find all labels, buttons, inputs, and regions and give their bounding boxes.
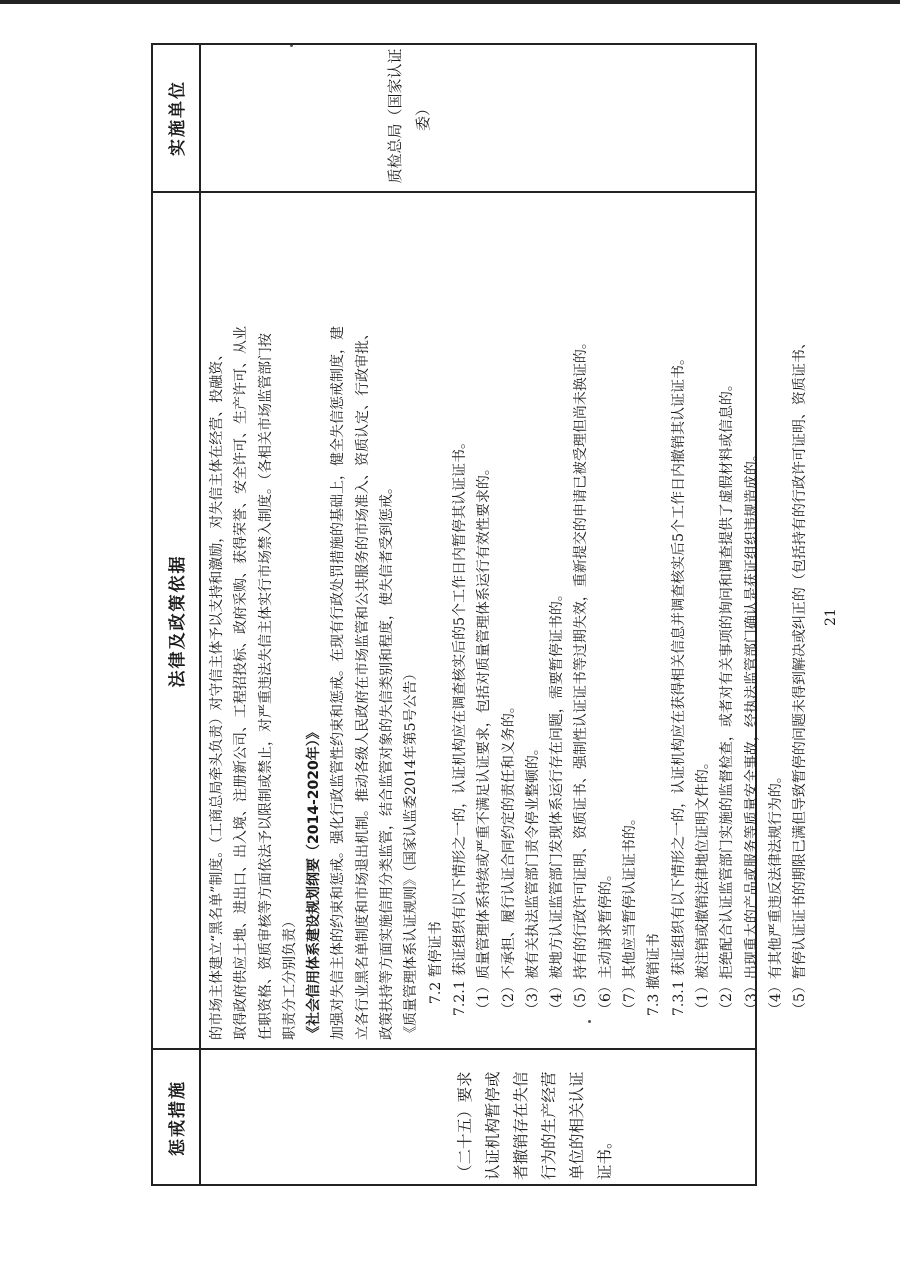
header-measures: 惩戒措施 [167,1080,188,1156]
table-border-left [151,1185,756,1187]
header-legal-basis: 法律及政策依据 [167,554,188,688]
section-heading: 7.3 撤销证书 [646,933,663,1016]
list-item: （4）有其他严重违反法律法规行为的。 [767,769,784,1016]
list-item: （7）其他应当暂停认证证书的。 [622,811,639,1016]
text-line: 任职资格、资质审核等方面依法予以限制或禁止，对严重违法失信主体实行市场禁入制度。（各相关市场监管部门按 [257,333,274,1040]
scan-edge-line [0,0,900,4]
text-line: 取得政府供应土地、进出口、出入境、注册新公司、工程招投标、政府采购、获得荣誉、安全许可、生产许可、从业 [233,326,250,1040]
list-item: （5）持有的行政许可证明、资质证书、强制性认证证书等过期失效，重新提交的申请已被受理但尚未换证的。 [573,335,590,1016]
text-line: 职责分工分别负责） [281,914,298,1040]
text-line: 立各行业黑名单制度和市场退出机制。推动各级人民政府在市场监管和公共服务的市场准入、资质认定、行政审批、 [354,326,371,1040]
list-item: （6）主动请求暂停的。 [597,867,614,1016]
text-line: 政策扶持等方面实施信用分类监管，结合监管对象的失信类别和程度，使失信者受到惩戒。 [379,480,396,1040]
text-line: 7.3.1 获证组织有以下情形之一的，认证机构应在获得相关信息并调查核实后5个工作日内撤销其认证证书。 [670,351,687,1016]
column-divider-1 [151,1049,756,1051]
list-item: （1）质量管理体系持续或严重不满足认证要求，包括对质量管理体系运行有效性要求的。 [476,461,493,1016]
rotated-document-page [151,43,864,1186]
column-divider-2 [151,192,756,194]
document-title-line: 《质量管理体系认证规则》（国家认监委2014年第5号公告） [403,666,420,1040]
list-item: （5）暂停认证证书的期限已满但导致暂停的问题未得到解决或纠正的（包括持有的行政许可证明、资质证书、 [792,335,809,1016]
header-divider [199,43,201,1186]
page-number: 21 [823,608,839,626]
document-title-line: 《社会信用体系建设规划纲要（2014-2020年）》 [306,725,323,1040]
text-line: 加强对失信主体的约束和惩戒。强化行政监管性约束和惩戒。在现有行政处罚措施的基础上，健全失信惩戒制度，建 [330,326,347,1040]
list-item: （2）不承担、履行认证合同约定的责任和义务的。 [500,699,517,1016]
measure-25-text: （二十五）要求认证机构暂停或者撤销存在失信行为的生产经营单位的相关认证证书。 [456,1071,614,1180]
list-item: （4）被地方认证监管部门发现体系运行存在问题，需要暂停证书的。 [549,587,566,1016]
text-line: 7.2.1 获证组织有以下情形之一的，认证机构应在调查核实后的5个工作日内暂停其认证证书。 [451,435,468,1016]
implementing-unit-text: 质检总局（国家认证委） [386,48,432,184]
list-item: （3）出现重大的产品或服务等质量安全事故，经执法监管部门确认是获证组织违规造成的。 [743,447,760,1016]
list-item: （3）被有关执法监管部门责令停业整顿的。 [524,741,541,1016]
text-line: 的市场主体建立“黑名单”制度。（工商总局牵头负责）对守信主体予以支持和激励，对失信主体在经营、投融资、 [209,346,225,1040]
list-item: （1）被注销或撤销法律地位证明文件的。 [694,755,711,1016]
list-item: （2）拒绝配合认证监管部门实施的监督检查，或者对有关事项的询问和调查提供了虚假材料或信息的。 [719,377,736,1016]
table-border-right [151,44,756,46]
header-implementing-unit: 实施单位 [167,80,188,156]
legal-basis-text [205,200,812,1040]
section-heading: 7.2 暂停证书 [427,921,444,1004]
